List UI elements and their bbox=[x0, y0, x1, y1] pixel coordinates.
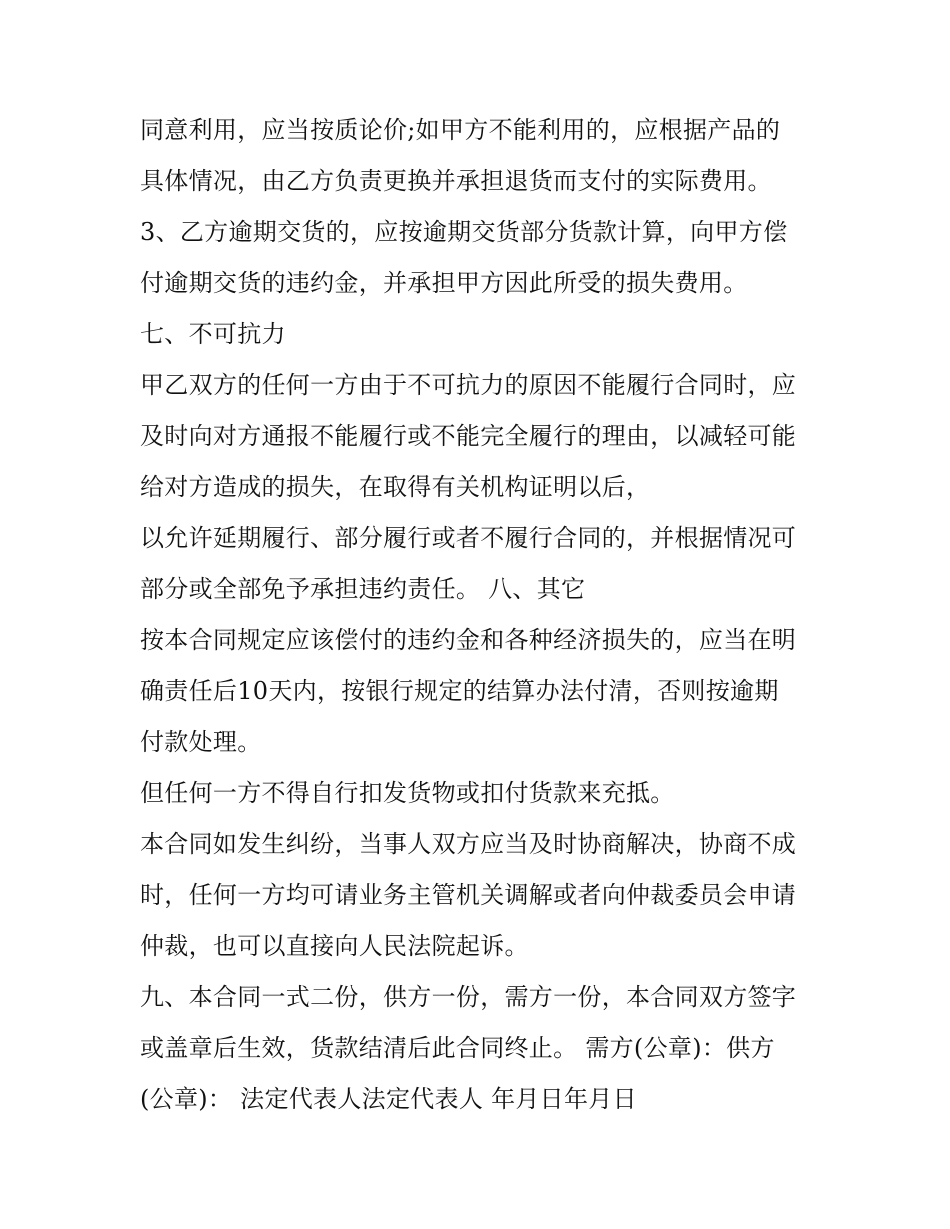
text-line-16: 时，任何一方均可请业务主管机关调解或者向仲裁委员会申请 bbox=[140, 881, 797, 909]
text-line-7: 及时向对方通报不能履行或不能完全履行的理由，以减轻可能 bbox=[140, 422, 797, 450]
text-line-17: 仲裁，也可以直接向人民法院起诉。 bbox=[140, 932, 529, 960]
text-line-1: 同意利用，应当按质论价;如甲方不能利用的，应根据产品的 bbox=[140, 116, 781, 144]
text-line-18: 九、本合同一式二份，供方一份，需方一份，本合同双方签字 bbox=[140, 983, 797, 1011]
section-heading-force-majeure: 七、不可抗力 bbox=[140, 320, 286, 348]
text-line-10: 部分或全部免予承担违约责任。 八、其它 bbox=[140, 575, 586, 603]
text-line-13: 付款处理。 bbox=[140, 728, 262, 756]
text-line-19: 或盖章后生效，货款结清后此合同终止。 需方(公章)：供方 bbox=[140, 1034, 775, 1062]
text-line-6: 甲乙双方的任何一方由于不可抗力的原因不能履行合同时，应 bbox=[140, 371, 797, 399]
text-line-4: 付逾期交货的违约金，并承担甲方因此所受的损失费用。 bbox=[140, 269, 748, 297]
text-line-14: 但任何一方不得自行扣发货物或扣付货款来充抵。 bbox=[140, 779, 675, 807]
text-line-15: 本合同如发生纠纷，当事人双方应当及时协商解决，协商不成 bbox=[140, 830, 797, 858]
text-line-9: 以允许延期履行、部分履行或者不履行合同的，并根据情况可 bbox=[140, 524, 797, 552]
text-line-2: 具体情况，由乙方负责更换并承担退货而支付的实际费用。 bbox=[140, 167, 772, 195]
signature-line: (公章)： 法定代表人法定代表人 年月日年月日 bbox=[140, 1085, 637, 1113]
text-line-11: 按本合同规定应该偿付的违约金和各种经济损失的，应当在明 bbox=[140, 626, 797, 654]
text-line-3: 3、乙方逾期交货的，应按逾期交货部分货款计算，向甲方偿 bbox=[140, 218, 788, 246]
text-line-8: 给对方造成的损失，在取得有关机构证明以后， bbox=[140, 473, 651, 501]
text-line-12: 确责任后10天内，按银行规定的结算办法付清，否则按逾期 bbox=[140, 677, 779, 705]
